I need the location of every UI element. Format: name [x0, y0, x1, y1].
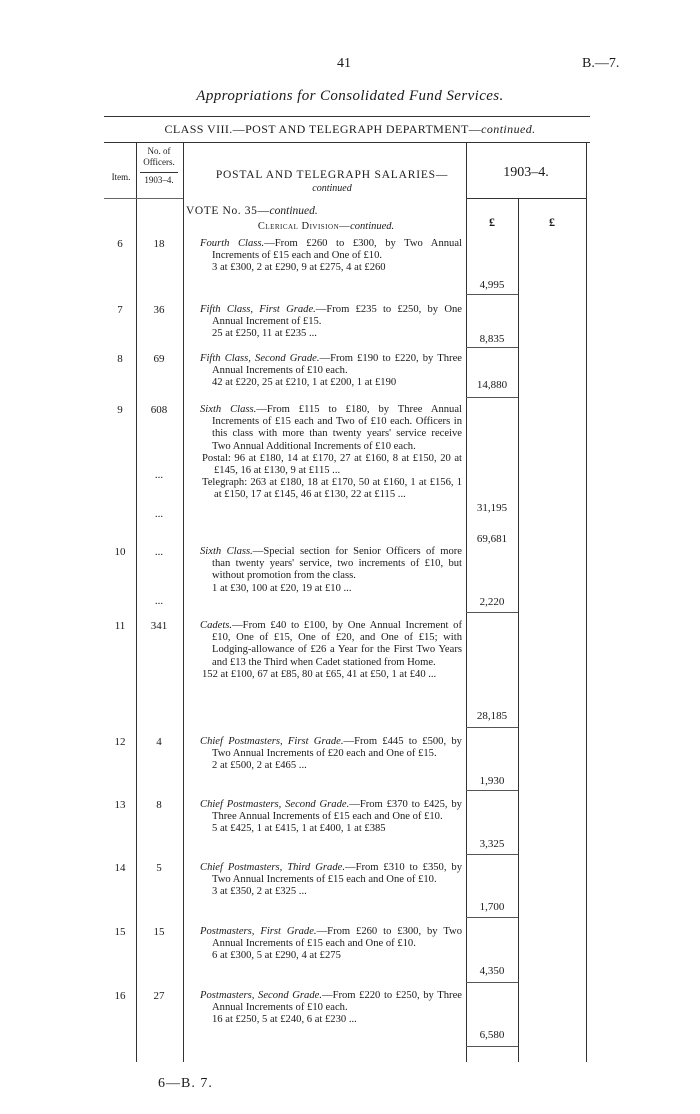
entry-text: —From £115 to £180, by Three Annual Increments of £15 each and Two of £10 each. Officers in this class with more than twenty years' service receive Two Annual Additional Increments of £10 each.	[212, 404, 463, 452]
col-line-amount-right	[586, 142, 587, 1062]
pound-sign-details: £	[489, 215, 495, 229]
amount: 2,220	[479, 596, 505, 608]
officers-count: 18	[153, 238, 165, 250]
officers-count: ...	[154, 546, 164, 558]
amount: 6,580	[479, 1029, 505, 1041]
entry-fourth-class	[200, 238, 462, 275]
entry-detail: 25 at £250, 11 at £235 ...	[212, 328, 317, 340]
entry-postal-detail: Postal: 96 at £180, 14 at £170, 27 at £160, 8 at £150, 20 at £145, 16 at £130, 9 at £115 ...	[202, 452, 462, 477]
amount: 1,930	[479, 775, 505, 787]
officers-count: 341	[150, 620, 168, 632]
amount: 28,185	[476, 710, 508, 722]
amount-rule	[466, 982, 518, 983]
amount-rule	[466, 1046, 518, 1047]
amount-rule	[466, 397, 518, 398]
table-top-rule	[104, 142, 590, 143]
entry-telegraph-detail: Telegraph: 263 at £180, 18 at £170, 50 at £160, 1 at £156, 1 at £150, 17 at £145, 46 at £130, 22 at £115 ...	[202, 477, 462, 501]
entry-heading: Postmasters, First Grade.	[200, 926, 317, 937]
amount: 14,880	[476, 379, 508, 391]
item-number: 16	[114, 990, 126, 1002]
officers-count: 27	[153, 990, 165, 1002]
entry-description	[200, 736, 462, 760]
entry-detail: 3 at £300, 2 at £290, 9 at £275, 4 at £260	[212, 262, 386, 274]
entry-description	[200, 799, 462, 823]
division-heading	[186, 221, 466, 232]
entry-text: —From £370 to £425, by Three Annual Increments of £15 each and One of £10.	[212, 799, 462, 823]
officers-header-line1: No. of	[147, 146, 171, 156]
amount-rule	[466, 347, 518, 348]
entry-description	[200, 926, 462, 950]
entry-detail: 3 at £350, 2 at £325 ...	[212, 886, 307, 898]
amount-rule	[466, 790, 518, 791]
vote-heading	[186, 205, 318, 217]
entry-text: —From £235 to £250, by One Annual Increment of £15.	[212, 304, 462, 328]
class-heading-continued: continued.	[481, 122, 536, 136]
item-number: 11	[114, 620, 126, 632]
document-reference: B.—7.	[582, 56, 620, 71]
entry-postmasters-second-grade	[200, 990, 462, 1027]
item-number: 6	[117, 238, 123, 250]
entry-postmasters-first-grade	[200, 926, 462, 963]
title-rule	[104, 116, 590, 117]
officers-placeholder: ...	[154, 508, 164, 520]
year-header-rule	[466, 198, 586, 199]
entry-chief-postmasters-second-grade	[200, 799, 462, 836]
entry-text: —From £40 to £100, by One Annual Increment of £10, One of £15, One of £20, and One of £15; with Lodging-allowance of £26 a Year for the First Two Years and £13 the Third when Cadet stationed from Home.	[212, 620, 462, 668]
entry-heading: Fourth Class.	[200, 238, 265, 249]
entry-description	[200, 238, 462, 262]
amount: 3,325	[479, 838, 505, 850]
amount: 4,995	[479, 279, 505, 291]
officers-column-header	[136, 146, 182, 186]
entry-cadets	[200, 620, 462, 681]
officers-count: 8	[156, 799, 162, 811]
section-title	[186, 168, 478, 196]
entry-heading: Chief Postmasters, Second Grade.	[200, 799, 350, 810]
entry-description	[200, 620, 462, 669]
entry-text: —From £220 to £250, by Three Annual Increments of £10 each.	[212, 990, 462, 1014]
amount: 1,700	[479, 901, 505, 913]
year-column-header: 1903–4.	[503, 165, 549, 180]
entry-sixth-class	[200, 404, 462, 502]
entry-detail: 2 at £500, 2 at £465 ...	[212, 760, 307, 772]
entry-heading: Cadets.	[200, 620, 233, 631]
officers-header-line2: Officers.	[143, 157, 175, 167]
vote-heading-main: VOTE No. 35—	[186, 205, 270, 217]
officers-count: 15	[153, 926, 165, 938]
entry-detail: 152 at £100, 67 at £85, 80 at £65, 41 at £50, 1 at £40 ...	[202, 668, 437, 680]
entry-heading: Chief Postmasters, First Grade.	[200, 736, 344, 747]
item-number: 12	[114, 736, 126, 748]
amount-rule	[466, 917, 518, 918]
item-number: 10	[114, 546, 126, 558]
col-line-officers	[183, 142, 184, 1062]
officers-count: 5	[156, 862, 162, 874]
section-title-main: POSTAL AND TELEGRAPH SALARIES—	[215, 169, 449, 181]
entry-text: —From £260 to £300, by Two Annual Increments of £15 each and One of £10.	[212, 926, 462, 950]
entry-description	[200, 546, 462, 583]
class-heading-main: CLASS VIII.—POST AND TELEGRAPH DEPARTMENT—	[164, 122, 482, 136]
amount-rule	[466, 727, 518, 728]
page-number: 41	[337, 56, 351, 71]
entry-description	[200, 353, 462, 377]
entry-heading: Sixth Class.	[200, 404, 257, 415]
officers-placeholder: ...	[154, 595, 164, 607]
amount: 4,350	[479, 965, 505, 977]
officers-placeholder: ...	[154, 469, 164, 481]
page-title: Appropriations for Consolidated Fund Services.	[196, 88, 504, 104]
amount-telegraph: 69,681	[476, 533, 508, 545]
vote-heading-continued: continued.	[269, 205, 318, 217]
entry-chief-postmasters-first-grade	[200, 736, 462, 773]
amount-rule	[466, 612, 518, 613]
entry-detail: 1 at £30, 100 at £20, 19 at £10 ...	[212, 582, 352, 594]
item-number: 7	[117, 304, 123, 316]
entry-detail: 16 at £250, 5 at £240, 6 at £230 ...	[212, 1014, 357, 1026]
col-line-amount-mid	[518, 198, 519, 1062]
item-column-header: Item.	[111, 172, 131, 182]
amount-rule	[466, 854, 518, 855]
officers-count: 4	[156, 736, 162, 748]
section-title-continued: continued	[312, 183, 352, 194]
officers-count: 69	[153, 353, 165, 365]
amount-rule	[466, 294, 518, 295]
entry-detail: 42 at £220, 25 at £210, 1 at £200, 1 at £190	[212, 377, 397, 389]
amount-postal: 31,195	[476, 502, 508, 514]
officers-count: 608	[150, 404, 168, 416]
pound-sign-totals: £	[549, 215, 555, 229]
item-number: 13	[114, 799, 126, 811]
item-number: 14	[114, 862, 126, 874]
entry-heading: Chief Postmasters, Third Grade.	[200, 862, 345, 873]
item-number: 15	[114, 926, 126, 938]
division-heading-main: Clerical Division—	[257, 221, 351, 232]
entry-text: —From £190 to £220, by Three Annual Increments of £10 each.	[212, 353, 462, 377]
entry-fifth-class-second-grade	[200, 353, 462, 390]
item-header-rule	[104, 198, 183, 199]
entry-fifth-class-first-grade	[200, 304, 462, 341]
entry-description	[200, 862, 462, 886]
item-number: 9	[117, 404, 123, 416]
division-heading-continued: continued.	[350, 221, 395, 232]
entry-text: —Special section for Senior Officers of more than twenty years' service, two increments of £10, but without promotion from the class.	[212, 546, 463, 582]
entry-heading: Fifth Class, First Grade.	[200, 304, 316, 315]
entry-description	[200, 304, 462, 328]
entry-heading: Fifth Class, Second Grade.	[200, 353, 320, 364]
printer-signature: 6—B. 7.	[158, 1076, 213, 1091]
entry-description	[200, 990, 462, 1014]
officers-header-divider	[140, 172, 178, 173]
entry-sixth-class-special-section	[200, 546, 462, 595]
entry-detail: 6 at £300, 5 at £290, 4 at £275	[212, 950, 341, 962]
item-number: 8	[117, 353, 123, 365]
officers-count: 36	[153, 304, 165, 316]
entry-heading: Postmasters, Second Grade.	[200, 990, 322, 1001]
entry-detail: 5 at £425, 1 at £415, 1 at £400, 1 at £385	[212, 823, 386, 835]
entry-text: —From £445 to £500, by Two Annual Increments of £20 each and One of £15.	[212, 736, 462, 760]
officers-header-year: 1903–4.	[144, 175, 174, 185]
amount: 8,835	[479, 333, 505, 345]
entry-heading: Sixth Class.	[200, 546, 253, 557]
entry-text: —From £310 to £350, by Two Annual Increments of £15 each and One of £10.	[212, 862, 462, 886]
entry-chief-postmasters-third-grade	[200, 862, 462, 899]
entry-text: —From £260 to £300, by Two Annual Increments of £15 each and One of £10.	[212, 238, 462, 262]
entry-description	[200, 404, 462, 453]
class-heading	[0, 122, 700, 137]
